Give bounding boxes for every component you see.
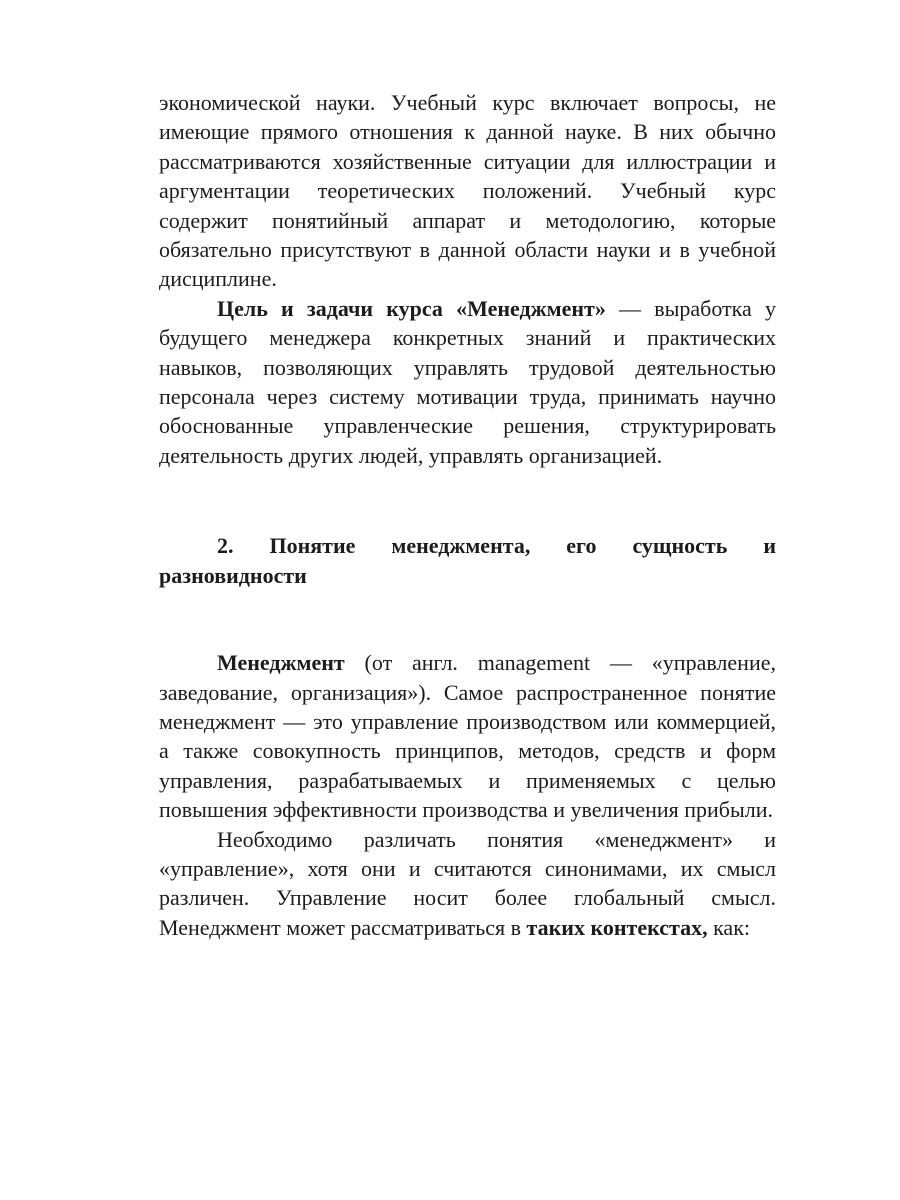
distinction-line-prefix: в [510,914,527,940]
section-heading: 2. Понятие менеджмента, его сущность и разновидности [159,533,776,588]
document-page [159,88,776,942]
management-term: Менеджмент [217,650,345,676]
distinction-line-suffix: как: [707,914,750,940]
course-goals-lead: Цель и задачи курса «Менеджмент» [217,295,606,321]
paragraph-distinction [159,825,776,943]
paragraph-course-goals [159,294,776,470]
course-goals-text: — выработка у будущего менеджера конкретных знаний и практических навыков, позволяющих управлять трудовой деятельностью персонала через систему мотивации труда, принимать научно обоснованные управленческие решения, структурировать деятельность других людей, управлять организацией. [159,295,776,468]
contexts-term: таких контекстах, [526,914,708,940]
distinction-text: Необходимо различать понятия «менеджмент» и «управление», хотя они и считаются синонимами, их смысл различен. Управление носит более глобальный смысл. Менеджмент может рассматриваться [159,826,776,940]
paragraph-management-definition [159,648,776,824]
paragraph-intro: экономической науки. Учебный курс включает вопросы, не имеющие прямого отношения к данной науке. В них обычно рассматриваются хозяйственные ситуации для иллюстрации и аргументации теоретических положений. Учебный курс содержит понятийный аппарат и методологию, которые обязательно присутствуют в данной области науки и в учебной дисциплине. [159,90,776,292]
management-definition-text: (от англ. management — «управление, заведование, организация»). Самое распространенное понятие менеджмент — это управление производством или коммерцией, а также совокупность принципов, методов, средств и форм управления, разрабатываемых и применяемых с целью повышения эффективности производства и увеличения прибыли. [159,650,776,823]
